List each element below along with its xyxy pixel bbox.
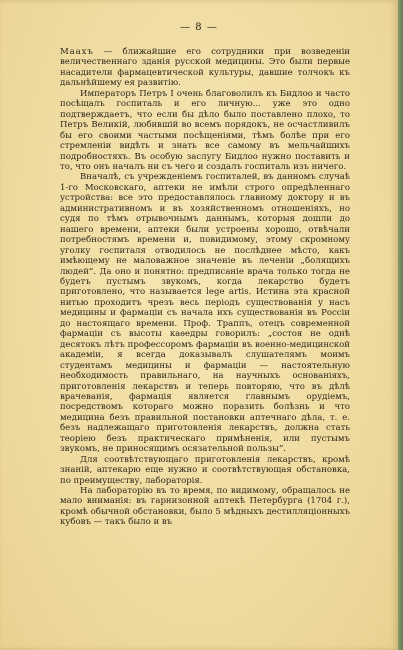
page-body <box>60 47 350 528</box>
paragraph-3: Вначалѣ, съ учрежденіемъ госпиталей, въ данномъ случаѣ 1-го Московскаго, аптеки не имѣли строго опредѣленнаго устройства: все это предоставлялось главному доктору и въ административномъ и въ хозяйственномъ отношеніяхъ, но судя по тѣмъ отрывочнымъ даннымъ, которыя дошли до нашего времени, аптеки были устроены хорошо, отвѣчали потребностямъ времени и, повидимому, этому скромному уголку госпиталя отводилось не послѣднее мѣсто, какъ имѣющему не маловажное значеніе въ леченіи „болящихъ людей“. Да оно и понятно: предписаніе врача только тогда не будетъ пустымъ звукомъ, когда лекарство будетъ приготовлено, что называется lege artis. Истина эта красной нитью проходитъ чрезъ весь періодъ существованія у насъ медицины и фармаціи съ начала ихъ существованія въ Россіи до настоящаго времени. Проф. Траппъ, отецъ современной фармаціи съ высоты каѳедры говорилъ: „состоя не однѣ десятокъ лѣтъ профессоромъ фармаціи въ военно-медицинской академіи, я всегда доказывалъ слушателямъ моимъ студентамъ медицины и фармаціи — настоятельную необходимость правильнаго, на научныхъ основаніяхъ, приготовленія лекарствъ и теперь повторяю, что въ дѣлѣ врачеванія, фармація является главнымъ орудіемъ, посредствомъ котораго можно поразить болѣзнь и что медицина безъ правильной постановки аптечнаго дѣла, т. е. безъ надлежащаго приготовленія лекарствъ, должна стать теоріею безъ практическаго примѣненія, или пустымъ звукомъ, не приносящимъ осязательной пользы“. <box>60 172 350 455</box>
paragraph-4: Для соотвѣтствующаго приготовленія лекарствъ, кромѣ знаній, аптекарю еще нужно и соотвѣтствующая обстановка, по преимуществу, лабораторія. <box>60 454 350 486</box>
book-spine-edge <box>398 0 403 650</box>
paragraph-1-text: — ближайшие его сотрудники при возведеніи величественнаго зданія русской медицины. Это были первые насадители фармацевтической культуры, давшие толчокъ къ дальнѣйшему ея развитію. <box>60 47 350 89</box>
paragraph-2: Императоръ Петръ I очень благоволилъ къ Бидлоо и часто посѣщалъ госпиталь и его личную... уже это одно подтверждаетъ, что если бы дѣло было поставлено плохо, то Петръ Великій, любившій во всемъ порядокъ, не осчастливилъ бы его своими частыми посѣщеніями, тѣмъ болѣе при его стремленіи видѣть и знать все самому въ мельчайшихъ подробностяхъ. Въ особую заслугу Бидлоо нужно поставить и то, что онъ началъ ни съ чего и создалъ госпиталь изъ ничего. <box>60 88 350 172</box>
paragraph-1-lead: Маахъ <box>60 47 94 57</box>
page-number: — 8 — <box>180 22 218 33</box>
paragraph-5: На лабораторію въ то время, по видимому, обращалось не мало вниманія: въ гарнизонной аптекѣ Петербурга (1704 г.), кромѣ обычной обстановки, было 5 мѣдныхъ дестилляціонныхъ кубовъ — такъ было и въ <box>60 486 350 528</box>
paragraph-1 <box>60 47 350 89</box>
